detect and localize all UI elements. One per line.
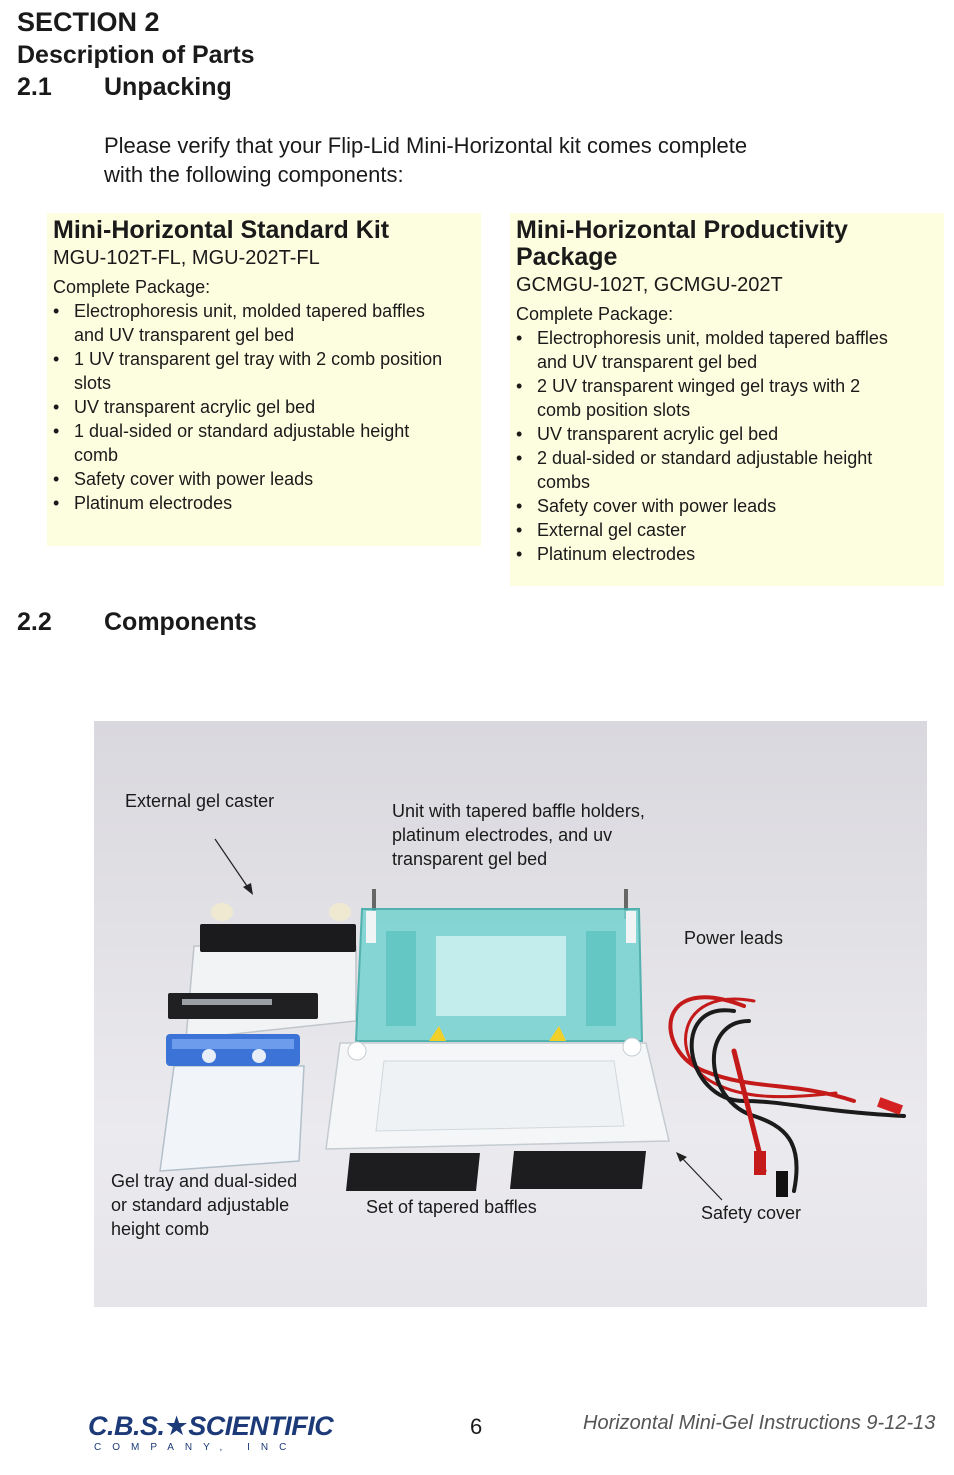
kit-title: Mini-Horizontal Standard Kit: [53, 216, 390, 244]
power-leads-illustration: [670, 997, 904, 1197]
list-item-line: combs: [537, 472, 591, 492]
logo-wordmark: C.B.S.★SCIENTIFIC: [88, 1411, 334, 1441]
list-item-line: comb position slots: [537, 400, 691, 420]
list-item: [53, 299, 475, 347]
kit-package-label: Complete Package:: [53, 277, 211, 297]
bullet: •: [516, 448, 523, 468]
kit-item-list: [516, 326, 938, 566]
list-item: [516, 542, 938, 566]
list-item: [516, 422, 938, 446]
caption-line: Unit with tapered baffle holders,: [392, 801, 645, 821]
list-item: [53, 347, 475, 395]
caption-gel-tray: [111, 1169, 297, 1241]
list-item: [516, 446, 938, 494]
list-item-line: and UV transparent gel bed: [537, 352, 758, 372]
intro-paragraph: [104, 131, 864, 189]
caption-line: height comb: [111, 1219, 210, 1239]
kit-title-line: Mini-Horizontal Productivity: [516, 216, 848, 244]
bullet: •: [53, 397, 60, 417]
list-item-line: Electrophoresis unit, molded tapered baffles: [74, 301, 425, 321]
list-item-line: slots: [74, 373, 112, 393]
intro-line: Please verify that your Flip-Lid Mini-Horizontal kit comes complete: [104, 133, 748, 158]
section-subtitle: Description of Parts: [17, 41, 255, 69]
list-item-line: UV transparent acrylic gel bed: [537, 424, 779, 444]
caption-power-leads: Power leads: [684, 928, 784, 948]
caption-safety-cover: Safety cover: [701, 1203, 802, 1223]
bullet: •: [516, 328, 523, 348]
kit-title-line: Package: [516, 243, 618, 271]
standard-kit-box: [47, 213, 481, 546]
list-item-line: External gel caster: [537, 520, 687, 540]
list-item: [516, 326, 938, 374]
bullet: •: [53, 493, 60, 513]
caption-line: Gel tray and dual-sided: [111, 1171, 298, 1191]
list-item-line: Safety cover with power leads: [537, 496, 777, 516]
section-title: SECTION 2: [17, 7, 160, 37]
caption-external-gel-caster: External gel caster: [125, 791, 275, 811]
caption-tapered-baffles: Set of tapered baffles: [366, 1197, 537, 1217]
page-number: 6: [470, 1414, 483, 1439]
list-item: [516, 518, 938, 542]
subsection-title-unpacking: Unpacking: [104, 73, 232, 101]
bullet: •: [53, 421, 60, 441]
kit-package-label: Complete Package:: [516, 304, 674, 324]
bullet: •: [516, 520, 523, 540]
caption-line: transparent gel bed: [392, 849, 548, 869]
bullet: •: [516, 424, 523, 444]
gel-tray-illustration: [160, 1034, 304, 1171]
list-item-line: Platinum electrodes: [74, 493, 233, 513]
list-item-line: UV transparent acrylic gel bed: [74, 397, 316, 417]
kit-models: GCMGU-102T, GCMGU-202T: [516, 274, 783, 296]
list-item-line: 1 dual-sided or standard adjustable height: [74, 421, 410, 441]
productivity-kit-box: [510, 213, 944, 586]
logo-subtitle: COMPANY, INC: [94, 1442, 298, 1453]
gel-caster-illustration: [168, 903, 356, 1039]
intro-line: with the following components:: [104, 162, 404, 187]
list-item: [53, 467, 475, 491]
list-item-line: 2 dual-sided or standard adjustable height: [537, 448, 873, 468]
bullet: •: [516, 376, 523, 396]
caption-line: or standard adjustable: [111, 1195, 290, 1215]
list-item: [516, 494, 938, 518]
subsection-number-unpacking: 2.1: [17, 73, 52, 101]
subsection-number-components: 2.2: [17, 608, 52, 636]
list-item-line: Platinum electrodes: [537, 544, 696, 564]
list-item-line: comb: [74, 445, 119, 465]
caption-line: platinum electrodes, and uv: [392, 825, 613, 845]
bullet: •: [53, 301, 60, 321]
list-item-line: 2 UV transparent winged gel trays with 2: [537, 376, 861, 396]
list-item-line: Safety cover with power leads: [74, 469, 314, 489]
bullet: •: [516, 496, 523, 516]
bullet: •: [53, 469, 60, 489]
tapered-baffles-illustration: [346, 1151, 646, 1191]
kit-item-list: [53, 299, 475, 515]
list-item-line: Electrophoresis unit, molded tapered baffles: [537, 328, 888, 348]
kit-title: [516, 217, 938, 271]
document-title: Horizontal Mini-Gel Instructions 9-12-13: [583, 1412, 936, 1434]
bullet: •: [516, 544, 523, 564]
subsection-title-components: Components: [104, 608, 257, 636]
list-item: [516, 374, 938, 422]
list-item-line: and UV transparent gel bed: [74, 325, 295, 345]
list-item: [53, 419, 475, 467]
components-photo: [94, 721, 927, 1307]
list-item: [53, 491, 475, 515]
safety-cover-illustration: [326, 1038, 669, 1149]
bullet: •: [53, 349, 60, 369]
electrophoresis-unit-illustration: [356, 889, 642, 1041]
list-item-line: 1 UV transparent gel tray with 2 comb position: [74, 349, 443, 369]
list-item: [53, 395, 475, 419]
caption-unit: [392, 799, 645, 871]
kit-models: MGU-102T-FL, MGU-202T-FL: [53, 247, 320, 269]
company-logo: [88, 1410, 334, 1460]
